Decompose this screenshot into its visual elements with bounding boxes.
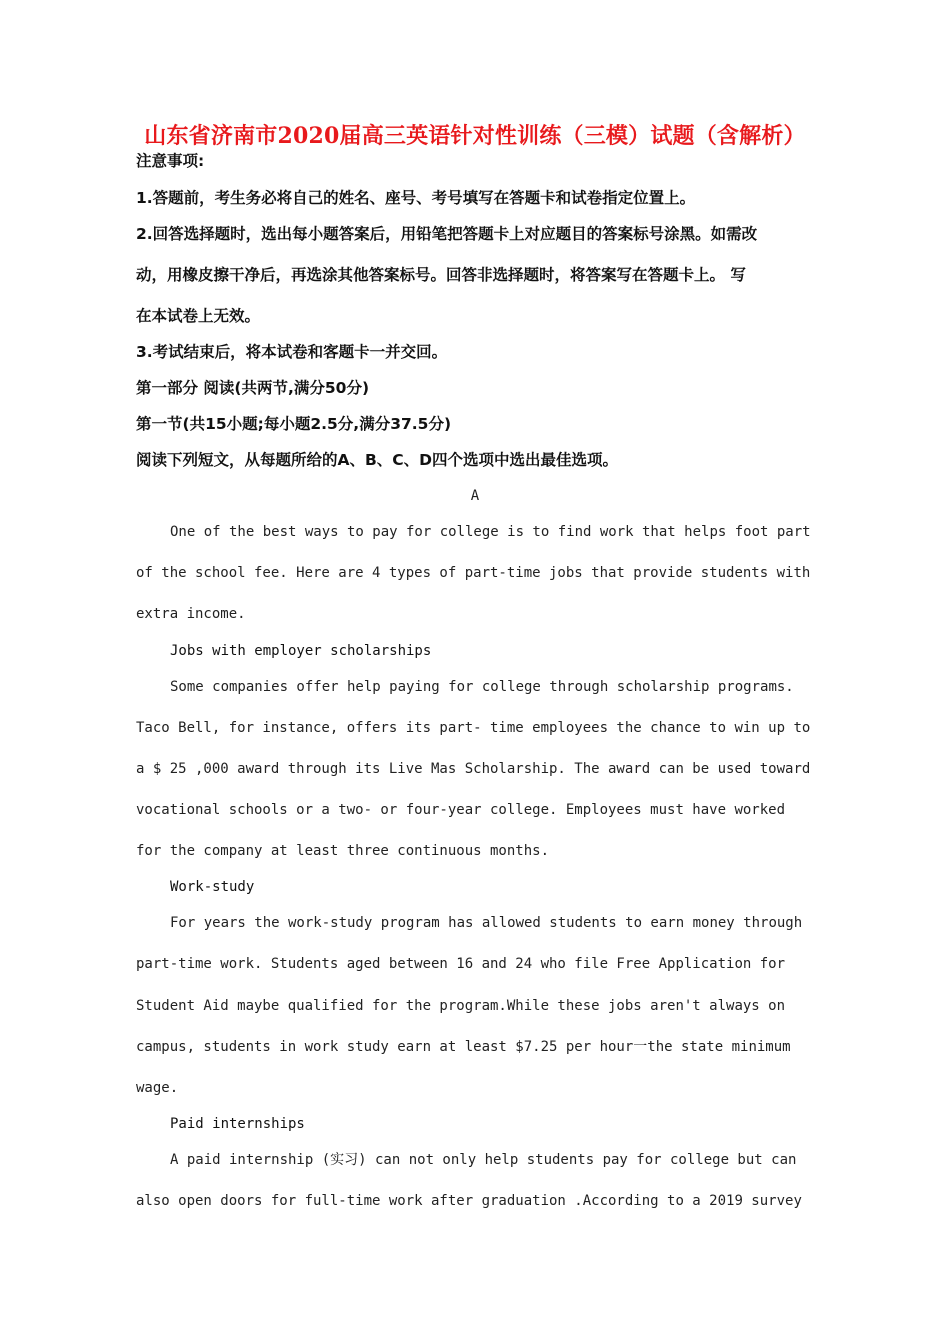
paragraph-line: campus, students in work study earn at least $7.25 per hour一the state minimum xyxy=(136,1039,791,1055)
paragraph-line: vocational schools or a two- or four-year college. Employees must have worked xyxy=(136,802,786,818)
part-1-heading: 第一部分 阅读(共两节,满分50分) xyxy=(136,379,370,397)
paragraph-line: Student Aid maybe qualified for the program.While these jobs aren't always on xyxy=(136,998,786,1014)
paragraph-line: A paid internship (实习) can not only help students pay for college but can xyxy=(170,1152,797,1168)
paragraph-line: wage. xyxy=(136,1080,179,1096)
paragraph-line: extra income. xyxy=(136,606,246,622)
section-heading: Jobs with employer scholarships xyxy=(170,643,432,659)
notice-heading: 注意事项: xyxy=(136,152,205,170)
paragraph-line: for the company at least three continuous months. xyxy=(136,843,550,859)
notice-item-2-line-2: 动，用橡皮擦干净后，再选涂其他答案标号。回答非选择题时，将答案写在答题卡上。 写 xyxy=(136,266,746,284)
section-1-heading: 第一节(共15小题;每小题2.5分,满分37.5分) xyxy=(136,415,452,433)
paragraph-line: Some companies offer help paying for college through scholarship programs. xyxy=(170,679,794,695)
paragraph-line: of the school fee. Here are 4 types of part-time jobs that provide students with xyxy=(136,565,811,581)
paragraph-line: a $ 25 ,000 award through its Live Mas Scholarship. The award can be used toward xyxy=(136,761,811,777)
reading-instruction: 阅读下列短文，从每题所给的A、B、C、D四个选项中选出最佳选项。 xyxy=(136,451,619,469)
paragraph-line: also open doors for full-time work after graduation .According to a 2019 survey xyxy=(136,1193,802,1209)
notice-item-2-line-1: 2.回答选择题时，选出每小题答案后，用铅笔把答题卡上对应题目的答案标号涂黑。如需改 xyxy=(136,225,758,243)
section-heading: Work-study xyxy=(170,879,255,895)
notice-item-1: 1.答题前，考生务必将自己的姓名、座号、考号填写在答题卡和试卷指定位置上。 xyxy=(136,189,696,207)
paragraph-line: Taco Bell, for instance, offers its part- time employees the chance to win up to xyxy=(136,720,811,736)
document-title: 山东省济南市2020届高三英语针对性训练（三模）试题（含解析） xyxy=(144,123,806,149)
passage-label: A xyxy=(470,488,480,504)
paragraph-line: One of the best ways to pay for college is to find work that helps foot part xyxy=(170,524,811,540)
paragraph-line: part-time work. Students aged between 16 and 24 who file Free Application for xyxy=(136,956,786,972)
notice-item-2-line-3: 在本试卷上无效。 xyxy=(136,307,261,325)
paragraph-line: For years the work-study program has allowed students to earn money through xyxy=(170,915,803,931)
notice-item-3: 3.考试结束后，将本试卷和客题卡一并交回。 xyxy=(136,343,448,361)
section-heading: Paid internships xyxy=(170,1116,305,1132)
